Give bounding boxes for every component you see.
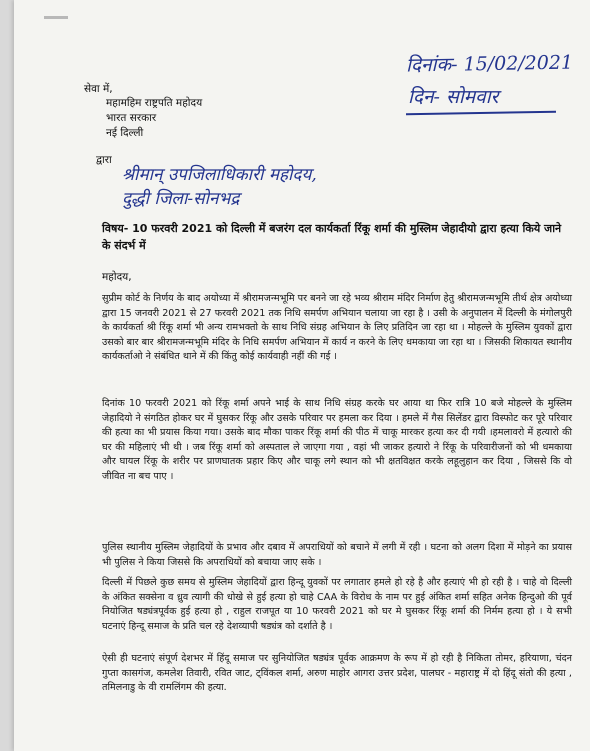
body-paragraph: पुलिस स्थानीय मुस्लिम जेहादियों के प्रभाव और दबाव में अपराधियों को बचाने में लगी में रही । घटना को अलग दिशा में मोड़ने का प्रयास भी पुलिस ने किया जिससे कि अपराधियों को बचाया जाए सके । [102, 542, 572, 568]
body-paragraph: दिनांक 10 फरवरी 2021 को रिंकू शर्मा अपने भाई के साथ निधि संग्रह करके घर आया था फिर रात्रि 10 बजे मोहल्ले के मुस्लिम जेहादियो ने संगठित होकर घर में घुसकर रिंकू और उसके परिवार पर हमला कर दिया । हमले में गैस सिलेंडर द्वारा विस्फोट कर पूरे परिवार की हत्या का भी प्रयास किया गया। उसके बाद मौका पाकर रिंकू शर्मा की पीठ में चाकू मारकर हत्या कर दी गयी ।हमलावरो में हत्यारो की घर की महिलाएं भी थी । जब रिंकू शर्मा को अस्पताल ले जाएगा गया , वहां भी जाकर हत्यारो ने रिंकू के परिवारीजनों को भी धमकाया और घायल रिंकू के शरीर पर प्राणघातक प्रहार किए और चाकू लगे स्थान को भी क्षतविक्षत करके लहूलुहान कर दिया , जिससे कि वो जीवित ना बच पाए । [102, 398, 572, 482]
date-underline [406, 111, 556, 116]
via-label: द्वारा [96, 154, 112, 166]
handwritten-day: दिन- सोमवार [408, 86, 499, 108]
addressee-line: भारत सरकार [106, 112, 157, 124]
handwritten-via-place: दुद्धी जिला-सोनभद्र [122, 189, 240, 209]
handwritten-date: दिनांक- 15/02/2021 [405, 51, 574, 77]
addressee-line: नई दिल्ली [106, 127, 144, 139]
addressee-block [106, 96, 202, 141]
handwritten-via-official: श्रीमान् उपजिलाधिकारी महोदय, [122, 165, 317, 185]
salutation: महोदय, [102, 271, 132, 283]
subject-line: विषय- 10 फरवरी 2021 को दिल्ली में बजरंग दल कार्यकर्ता रिंकू शर्मा की मुस्लिम जेहादीयो द्वारा हत्या किये जाने के संदर्भ में [102, 222, 562, 252]
addressee-line: महामहिम राष्ट्रपति महोदय [106, 97, 203, 109]
body-paragraph: ऐसी ही घटनाएं संपूर्ण देशभर में हिंदू समाज पर सुनियोजित षड्यंत्र पूर्वक आक्रमण के रूप में हो रही है निकिता तोमर, हरियाणा, चंदन गुप्ता कासगंज, कमलेश तिवारी, रवित जाट, ट्विंकल शर्मा, अरुण माहोर आगरा उत्तर प्रदेश, पालघर - महाराष्ट्र में दो हिंदू संतो की हत्या , तमिलनाडु के वी रामलिंगम की हत्या. [102, 653, 572, 694]
page-edge-mark [44, 16, 68, 19]
body-paragraph: सुप्रीम कोर्ट के निर्णय के बाद अयोध्या में श्रीरामजन्मभूमि पर बनने जा रहे भव्य श्रीराम मंदिर निर्माण हेतु श्रीरामजन्मभूमि तीर्थ क्षेत्र अयोध्या द्वारा 15 जनवरी 2021 से 27 फरवरी 2021 तक निधि समर्पण अभियान चलाया जा रहा है । उसी के अनुपालन में दिल्ली के मंगोलपुरी के कार्यकर्ता श्री रिंकू शर्मा भी अन्य रामभक्तो के साथ निधि संग्रह अभियान के लिए प्रतिदिन जा रहा था । मोहल्ले के मुस्लिम युवकों द्वारा उसको बार बार श्रीरामजन्मभूमि मंदिर के निधि समर्पण अभियान में कार्य न करने के लिए धमकाया जा रहा था । जिसकी शिकायत स्थानीय कार्यकर्ताओ ने संबंधित थाने में की किंतु कोई कार्यवाही नहीं की गई । [102, 293, 572, 363]
body-paragraph: दिल्ली में पिछले कुछ समय से मुस्लिम जेहादियों द्वारा हिन्दू युवकों पर लगातार हमले हो रहे है और हत्याएं भी हो रही है । चाहे वो दिल्ली के अंकित सक्सेना व ध्रुव त्यागी की धोखे से हुई हत्या हो चाहे CAA के विरोध के नाम पर हुई अंकित शर्मा सहित अनेक हिन्दुओ की पूर्व नियोजित षड्यंत्रपूर्वक हुई हत्या हो , राहुल राजपूत या 10 फरवरी 2021 को घर मे घुसकर रिंकू शर्मा की निर्मम हत्या हो । ये सभी घटनाएं हिन्दू समाज के प्रति चल रहे देशव्यापी षड्यंत्र को दर्शाते है । [102, 577, 572, 632]
to-label: सेवा में, [84, 83, 113, 95]
letter-page [14, 0, 590, 751]
